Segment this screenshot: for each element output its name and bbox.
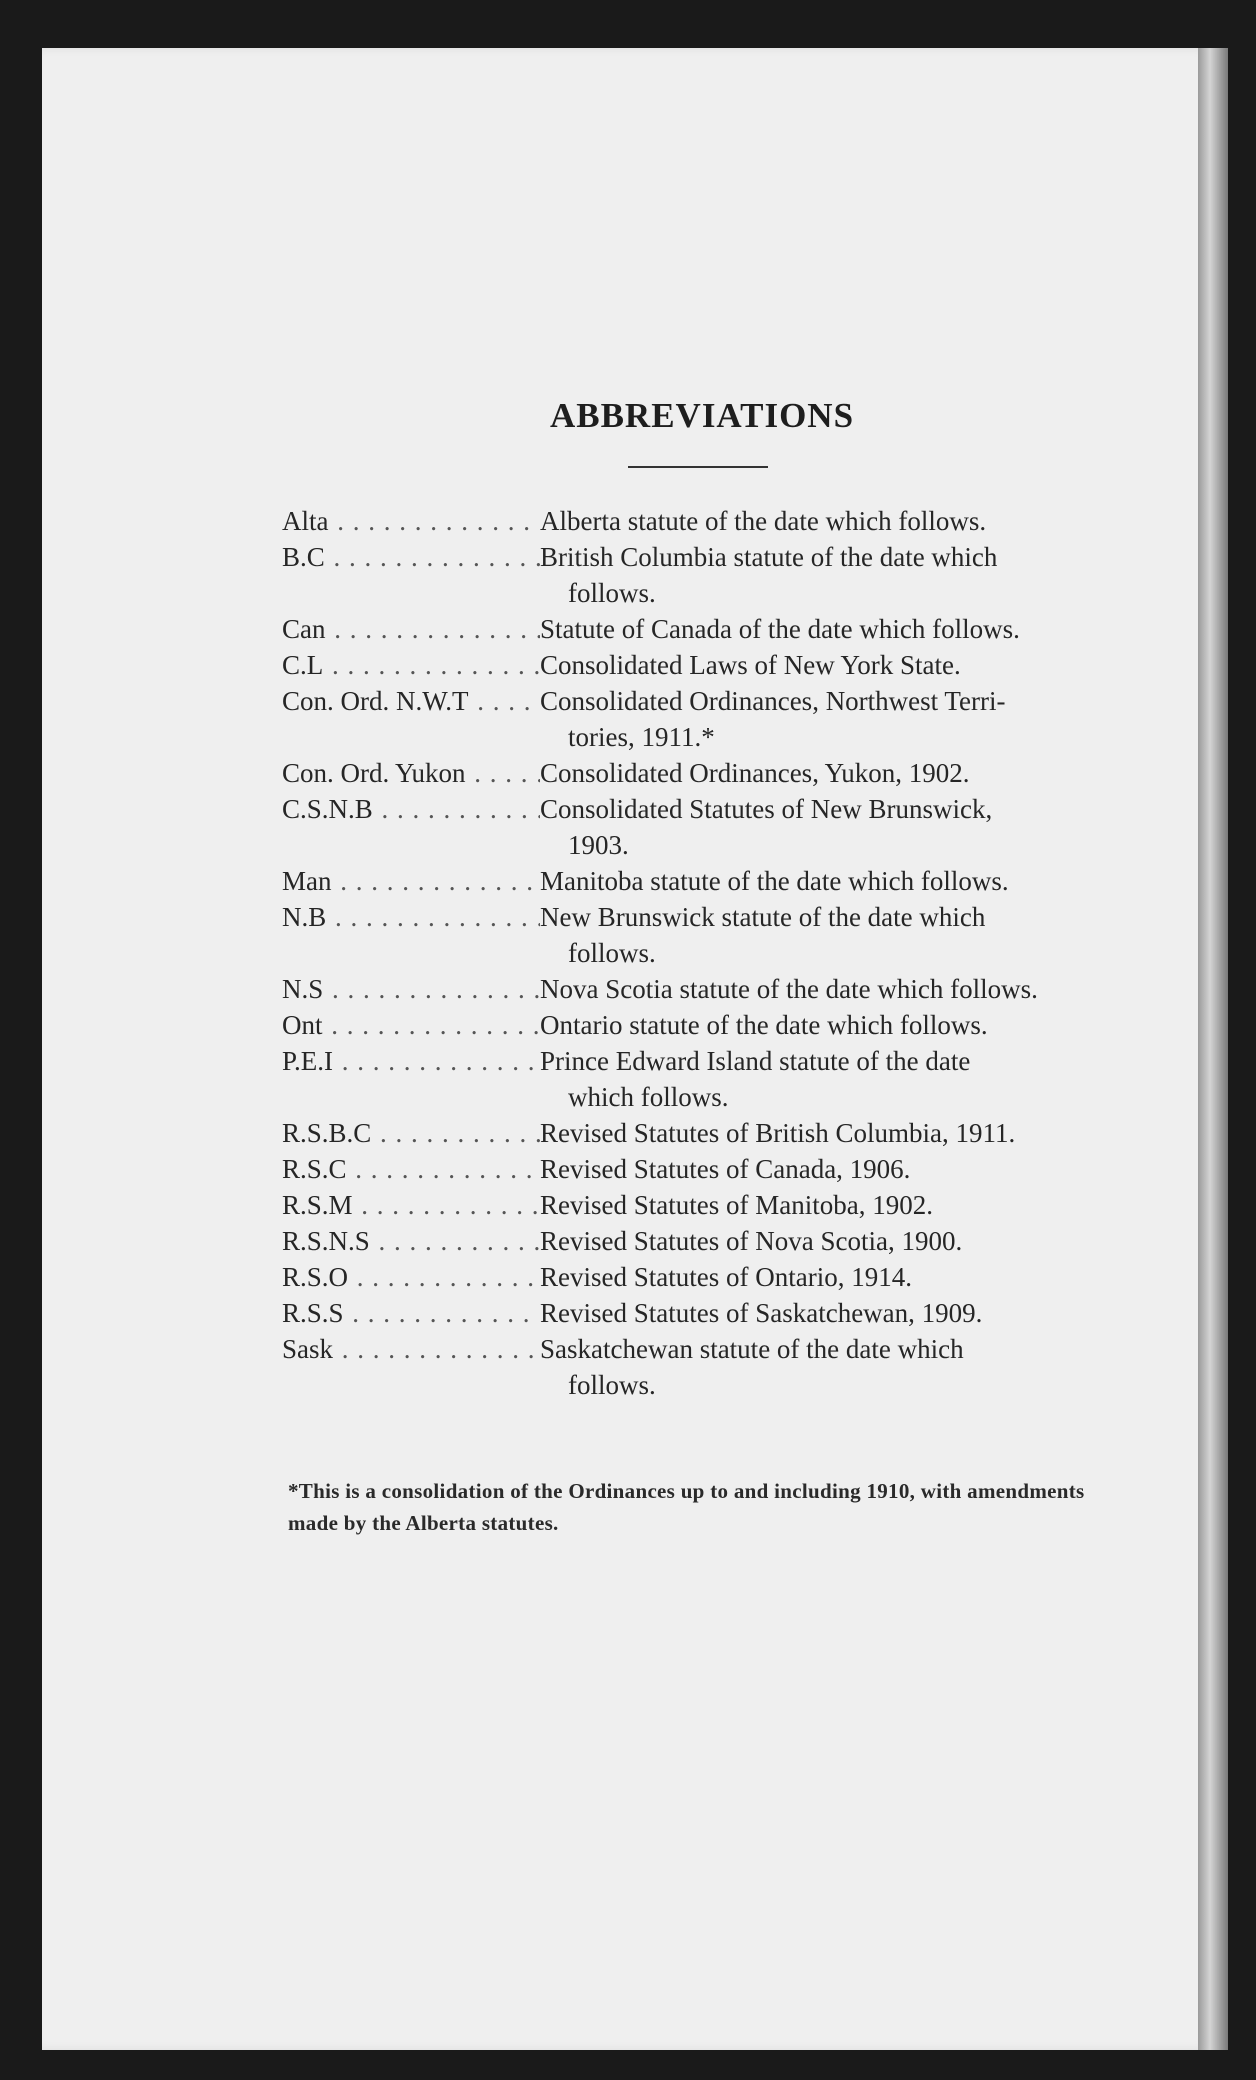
abbreviation-entry bbox=[282, 1295, 1134, 1331]
abbreviation-term: Alta . . . bbox=[282, 503, 540, 539]
abbreviation-entry bbox=[282, 1223, 1134, 1259]
abbreviation-entry bbox=[282, 863, 1134, 899]
abbreviation-term: R.S.N.S . . . bbox=[282, 1223, 540, 1259]
abbreviation-meaning: Statute of Canada of the date which follows. bbox=[540, 614, 1020, 644]
abbreviation-meaning: Consolidated Ordinances, Northwest Terri- tories, 1911.* bbox=[540, 686, 1006, 752]
abbreviation-meaning: Consolidated Statutes of New Brunswick, 1903. bbox=[540, 794, 993, 860]
abbreviation-entry bbox=[282, 539, 1134, 611]
abbreviation-term: B.C . . . bbox=[282, 539, 540, 575]
abbreviation-meaning: Revised Statutes of Canada, 1906. bbox=[540, 1154, 911, 1184]
abbreviation-term: R.S.M . . . bbox=[282, 1187, 540, 1223]
abbreviation-entry bbox=[282, 971, 1134, 1007]
title-rule bbox=[628, 466, 768, 468]
abbreviation-meaning: Prince Edward Island statute of the date which follows. bbox=[540, 1046, 971, 1112]
abbreviation-entry bbox=[282, 647, 1134, 683]
abbreviation-term: Can . . . bbox=[282, 611, 540, 647]
abbreviation-entry bbox=[282, 1115, 1134, 1151]
footnote: *This is a consolidation of the Ordinances up to and including 1910, with amendments made by the Alberta statutes. bbox=[288, 1479, 1085, 1535]
abbreviation-term: N.S . . . bbox=[282, 971, 540, 1007]
abbreviation-entry bbox=[282, 1259, 1134, 1295]
abbreviation-term: N.B . . . bbox=[282, 899, 540, 935]
abbreviation-meaning: Alberta statute of the date which follows. bbox=[540, 506, 987, 536]
abbreviation-entry bbox=[282, 1043, 1134, 1115]
abbreviation-term: R.S.B.C . . . bbox=[282, 1115, 540, 1151]
abbreviation-entry bbox=[282, 1331, 1134, 1403]
abbreviation-meaning: Manitoba statute of the date which follows. bbox=[540, 866, 1009, 896]
abbreviation-meaning: New Brunswick statute of the date which follows. bbox=[540, 902, 986, 968]
abbreviation-meaning: Ontario statute of the date which follows. bbox=[540, 1010, 988, 1040]
abbreviation-meaning: Revised Statutes of British Columbia, 1911. bbox=[540, 1118, 1016, 1148]
abbreviation-entry bbox=[282, 683, 1134, 755]
abbreviation-term: R.S.C . . . bbox=[282, 1151, 540, 1187]
abbreviation-meaning: British Columbia statute of the date which follows. bbox=[540, 542, 998, 608]
abbreviation-meaning: Revised Statutes of Manitoba, 1902. bbox=[540, 1190, 933, 1220]
page-edge bbox=[1198, 48, 1228, 2050]
abbreviation-entry bbox=[282, 791, 1134, 863]
abbreviation-meaning: Revised Statutes of Nova Scotia, 1900. bbox=[540, 1226, 963, 1256]
abbreviation-term: C.L . . . bbox=[282, 647, 540, 683]
abbreviation-term: R.S.O . . . bbox=[282, 1259, 540, 1295]
abbreviation-meaning: Nova Scotia statute of the date which follows. bbox=[540, 974, 1038, 1004]
abbreviation-term: Con. Ord. Yukon . . . bbox=[282, 755, 540, 791]
abbreviation-entry bbox=[282, 1007, 1134, 1043]
abbreviation-entry bbox=[282, 503, 1134, 539]
abbreviation-meaning: Revised Statutes of Ontario, 1914. bbox=[540, 1262, 912, 1292]
abbreviation-entry bbox=[282, 1187, 1134, 1223]
abbreviation-meaning: Consolidated Laws of New York State. bbox=[540, 650, 961, 680]
abbreviation-entry bbox=[282, 755, 1134, 791]
abbreviation-term: C.S.N.B . . . bbox=[282, 791, 540, 827]
abbreviation-entry bbox=[282, 1151, 1134, 1187]
abbreviation-term: R.S.S . . . bbox=[282, 1295, 540, 1331]
abbreviation-term: Ont . . . bbox=[282, 1007, 540, 1043]
page-title: ABBREVIATIONS bbox=[549, 396, 855, 435]
abbreviation-term: Man . . . bbox=[282, 863, 540, 899]
abbreviations-list bbox=[282, 503, 1134, 1403]
abbreviation-meaning: Revised Statutes of Saskatchewan, 1909. bbox=[540, 1298, 983, 1328]
abbreviation-meaning: Consolidated Ordinances, Yukon, 1902. bbox=[540, 758, 970, 788]
abbreviation-meaning: Saskatchewan statute of the date which follows. bbox=[540, 1334, 964, 1400]
abbreviation-term: Con. Ord. N.W.T . . . bbox=[282, 683, 540, 719]
abbreviation-entry bbox=[282, 899, 1134, 971]
abbreviation-term: Sask . . . bbox=[282, 1331, 540, 1367]
abbreviation-entry bbox=[282, 611, 1134, 647]
abbreviation-term: P.E.I . . . bbox=[282, 1043, 540, 1079]
